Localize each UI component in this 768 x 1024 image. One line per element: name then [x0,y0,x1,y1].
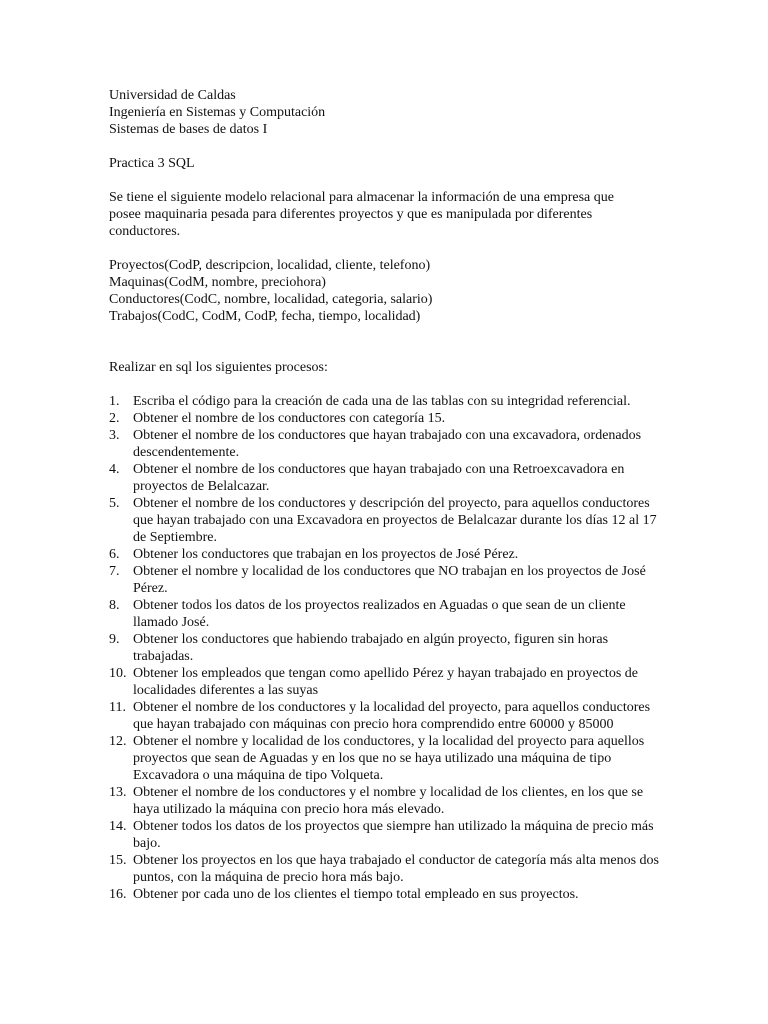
schema-maquinas: Maquinas(CodM, nombre, preciohora) [109,275,326,290]
list-item-number: 14. [109,819,127,834]
document-title: Practica 3 SQL [109,156,195,171]
task-list [109,393,669,903]
list-item-number: 8. [109,598,120,613]
list-item-number: 10. [109,666,127,681]
list-item-number: 1. [109,394,120,409]
spacer [109,240,669,257]
document-page [109,87,669,903]
list-item [109,597,660,631]
document-header [109,87,669,138]
list-item-number: 2. [109,411,120,426]
list-item-text: Obtener los proyectos en los que haya trabajado el conductor de categoría más alta menos dos puntos, con la máquina de precio hora más bajo. [133,853,659,885]
list-item-text: Obtener los conductores que habiendo trabajado en algún proyecto, figuren sin horas trabajadas. [133,632,609,664]
schema-trabajos: Trabajos(CodC, CodM, CodP, fecha, tiempo, localidad) [109,309,421,324]
list-item [109,546,660,563]
spacer [109,138,669,155]
list-item [109,393,660,410]
list-item-number: 15. [109,853,127,868]
list-item-text: Obtener el nombre de los conductores y la localidad del proyecto, para aquellos conductores que hayan trabajado con máquinas con precio hora comprendido entre 60000 y 85000 [133,700,651,732]
list-item-number: 3. [109,428,120,443]
list-item [109,427,660,461]
schema-proyectos: Proyectos(CodP, descripcion, localidad, cliente, telefono) [109,258,431,273]
list-item-text: Obtener todos los datos de los proyectos que siempre han utilizado la máquina de precio más bajo. [133,819,654,851]
list-item [109,631,660,665]
program-name: Ingeniería en Sistemas y Computación [109,105,326,120]
list-item-text: Obtener el nombre y localidad de los conductores que NO trabajan en los proyectos de José Pérez. [133,564,646,596]
list-item [109,563,660,597]
instructions: Realizar en sql los siguientes procesos: [109,360,328,375]
list-item [109,784,660,818]
spacer [109,172,669,189]
list-item-text: Obtener los conductores que trabajan en los proyectos de José Pérez. [133,547,519,562]
university-name: Universidad de Caldas [109,88,236,103]
list-item [109,410,660,427]
list-item-number: 13. [109,785,127,800]
list-item-text: Obtener el nombre de los conductores que hayan trabajado con una excavadora, ordenados descendentemente. [133,428,642,460]
list-item-number: 12. [109,734,127,749]
list-item-text: Escriba el código para la creación de cada una de las tablas con su integridad referencial. [133,394,631,409]
list-item [109,699,660,733]
list-item-number: 7. [109,564,120,579]
schema-conductores: Conductores(CodC, nombre, localidad, categoria, salario) [109,292,433,307]
list-item-number: 6. [109,547,120,562]
list-item-number: 4. [109,462,120,477]
list-item-text: Obtener los empleados que tengan como apellido Pérez y hayan trabajado en proyectos de localidades diferentes a las suyas [133,666,638,698]
list-item-text: Obtener el nombre de los conductores con categoría 15. [133,411,446,426]
list-item-text: Obtener el nombre de los conductores y descripción del proyecto, para aquellos conductores que hayan trabajado con una Excavadora en proyectos de Belalcazar durante los días 12 al 17 de Septiembre. [133,496,657,545]
list-item-text: Obtener el nombre de los conductores que hayan trabajado con una Retroexcavadora en proyectos de Belalcazar. [133,462,625,494]
list-item [109,852,660,886]
list-item-text: Obtener el nombre de los conductores y el nombre y localidad de los clientes, en los que se haya utilizado la máquina con precio hora más elevado. [133,785,644,817]
list-item [109,733,660,784]
list-item [109,665,660,699]
list-item-number: 5. [109,496,120,511]
list-item-text: Obtener el nombre y localidad de los conductores, y la localidad del proyecto para aquellos proyectos que sean de Aguadas y en los que no se haya utilizado una máquina de tipo Excavadora o una máquina de tipo Volqueta. [133,734,645,783]
list-item-number: 16. [109,887,127,902]
spacer [109,325,669,359]
list-item [109,461,660,495]
list-item-number: 9. [109,632,120,647]
list-item [109,886,660,903]
intro-paragraph: Se tiene el siguiente modelo relacional para almacenar la información de una empresa que posee maquinaria pesada para diferentes proyectos y que es manipulada por diferentes conductores. [109,190,614,239]
list-item [109,495,660,546]
relational-schema [109,257,669,325]
list-item-text: Obtener por cada uno de los clientes el tiempo total empleado en sus proyectos. [133,887,579,902]
list-item [109,818,660,852]
spacer [109,376,669,393]
course-name: Sistemas de bases de datos I [109,122,268,137]
list-item-text: Obtener todos los datos de los proyectos realizados en Aguadas o que sean de un cliente llamado José. [133,598,626,630]
list-item-number: 11. [109,700,126,715]
